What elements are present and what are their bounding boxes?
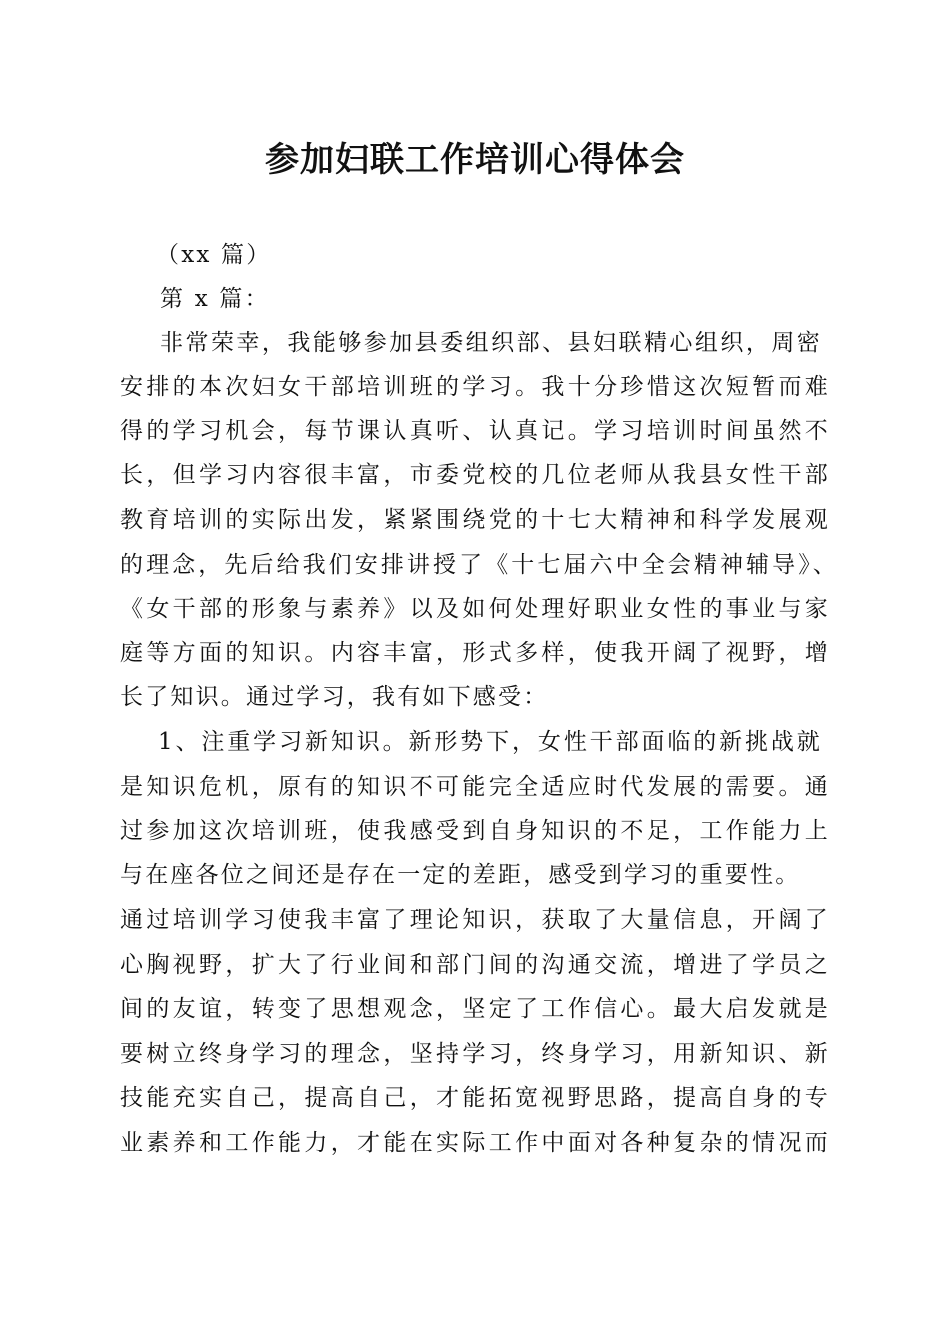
paragraph-line: 要树立终身学习的理念，坚持学习，终身学习，用新知识、新 xyxy=(120,1041,830,1067)
page-title: 参加妇联工作培训心得体会 xyxy=(265,140,685,180)
paragraph-line: 《女干部的形象与素养》以及如何处理好职业女性的事业与家 xyxy=(120,596,830,622)
paragraph-line: 得的学习机会，每节课认真听、认真记。学习培训时间虽然不 xyxy=(120,418,830,444)
paragraph-line: 与在座各位之间还是存在一定的差距，感受到学习的重要性。 xyxy=(120,862,801,888)
paragraph-line: 过参加这次培训班，使我感受到自身知识的不足，工作能力上 xyxy=(120,818,830,844)
paragraph-line: 安排的本次妇女干部培训班的学习。我十分珍惜这次短暂而难 xyxy=(120,374,830,400)
paragraph-line: 长了知识。通过学习，我有如下感受： xyxy=(120,684,549,710)
paragraph-line: 心胸视野，扩大了行业间和部门间的沟通交流，增进了学员之 xyxy=(120,952,830,978)
paragraph-line: 通过培训学习使我丰富了理论知识，获取了大量信息，开阔了 xyxy=(120,907,830,933)
paragraph-line: 非常荣幸，我能够参加县委组织部、县妇联精心组织，周密 xyxy=(160,330,822,356)
paragraph-line: 间的友谊，转变了思想观念，坚定了工作信心。最大启发就是 xyxy=(120,996,830,1022)
paragraph-line: 庭等方面的知识。内容丰富，形式多样，使我开阔了视野，增 xyxy=(120,640,830,666)
paragraph-line: 技能充实自己，提高自己，才能拓宽视野思路，提高自身的专 xyxy=(120,1085,830,1111)
paragraph-line: 1、注重学习新知识。新形势下，女性干部面临的新挑战就 xyxy=(158,729,822,755)
paragraph-line: 教育培训的实际出发，紧紧围绕党的十七大精神和科学发展观 xyxy=(120,507,830,533)
paragraph-line: 长，但学习内容很丰富，市委党校的几位老师从我县女性干部 xyxy=(120,462,830,488)
section-label: 第 x 篇： xyxy=(160,286,270,312)
paragraph-line: 的理念，先后给我们安排讲授了《十七届六中全会精神辅导》、 xyxy=(120,552,838,578)
subtitle: （xx 篇） xyxy=(156,242,272,268)
paragraph-line: 是知识危机，原有的知识不可能完全适应时代发展的需要。通 xyxy=(120,774,830,800)
paragraph-line: 业素养和工作能力，才能在实际工作中面对各种复杂的情况而 xyxy=(120,1130,830,1156)
